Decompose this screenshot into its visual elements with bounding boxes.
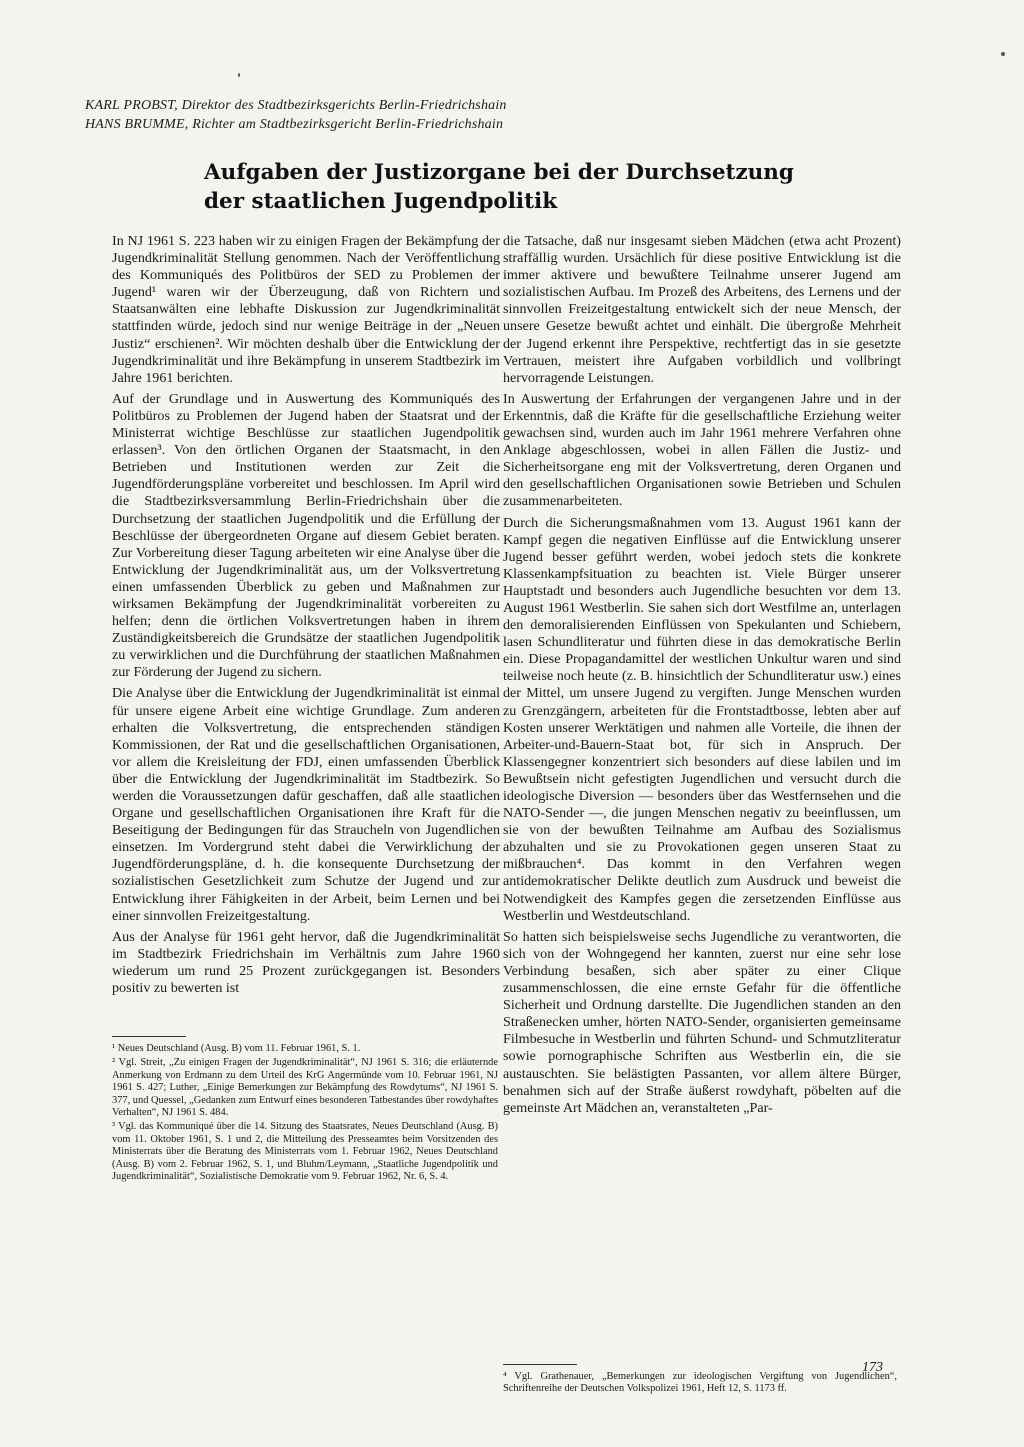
footnote-divider [503, 1364, 577, 1365]
page-number: 173 [862, 1360, 883, 1375]
paragraph: In Auswertung der Erfahrungen der vergangenen Jahre und in der Erkenntnis, daß die Kräfte für die gesellschaftliche Erziehung weiter gewachsen sind, wurden auch im Jahr 1961 mehrere Verfahren ohne Anklage abgeschlossen, wobei in allen Fällen die Justiz- und Sicherheitsorgane eng mit der Volksvertretung, deren Organen und den gesellschaftlichen Organisationen sowie Betrieben und Schulen zusammenarbeiteten. [503, 390, 901, 510]
paragraph: Auf der Grundlage und in Auswertung des Kommuniqués des Politbüros zu Problemen der Jugend haben der Staatsrat und der Ministerrat wichtige Beschlüsse zur staatlichen Jugendpolitik erlassen³. Von den örtlichen Organen der Staatsmacht, in den Betrieben und Institutionen werden zur Zeit die Jugendförderungspläne vorbereitet und beschlossen. Im April wird die Stadtbezirksversammlung Berlin-Friedrichshain über die Durchsetzung der staatlichen Jugendpolitik und die Erfüllung der Beschlüsse der übergeordneten Organe auf diesem Gebiet beraten. Zur Vorbereitung dieser Tagung arbeiteten wir eine Analyse über die Entwicklung der Jugendkriminalität aus, um der Volksvertretung einen umfassenden Überblick zu geben und Maßnahmen zur wirksamen Bekämpfung der Jugendkriminalität vorbereiten zu helfen; denn die örtlichen Volksvertretungen haben in ihrem Zuständigkeitsbereich die Grundsätze der staatlichen Jugendpolitik zu verwirklichen und die Durchführung der staatlichen Maßnahmen zur Förderung der Jugend zu sichern. [112, 390, 500, 681]
footnotes-left [112, 1043, 498, 1185]
footnote: ⁴ Vgl. Grathenauer, „Bemerkungen zur ideologischen Vergiftung von Jugendlichen“, Schriftenreihe der Deutschen Volkspolizei 1961, Heft 12, S. 1173 ff. [503, 1371, 897, 1395]
paragraph: Aus der Analyse für 1961 geht hervor, daß die Jugendkriminalität im Stadtbezirk Friedrichshain im Verhältnis zum Jahre 1960 wiederum um rund 25 Prozent zurückgegangen ist. Besonders positiv zu bewerten ist [112, 928, 500, 997]
scan-speck [1001, 52, 1005, 56]
right-column [503, 233, 901, 1121]
footnote-divider [112, 1036, 186, 1037]
footnote: ² Vgl. Streit, „Zu einigen Fragen der Jugendkriminalität“, NJ 1961 S. 316; die erläuternde Anmerkung von Erdmann zu dem Urteil des KrG Angermünde vom 10. Februar 1961, NJ 1961 S. 427; Luther, „Einige Bemerkungen zur Bekämpfung des Rowdytums“, NJ 1961 S. 377, und Quessel, „Gedanken zum Entwurf eines besonderen Tatbestandes über rowdyhaftes Verhalten“, NJ 1961 S. 484. [112, 1057, 498, 1119]
footnotes-right [503, 1371, 897, 1398]
title-line: der staatlichen Jugendpolitik [204, 189, 558, 214]
paragraph: die Tatsache, daß nur insgesamt sieben Mädchen (etwa acht Prozent) straffällig wurden. Ursächlich für diese positive Entwicklung ist die immer aktivere und bewußtere Teilnahme unserer Jugend am sozialistischen Aufbau. Im Prozeß des Arbeitens, des Lernens und der sinnvollen Freizeitgestaltung entwickelt sich der neue Mensch, der unsere Gesetze bewußt achtet und einhält. Die übergroße Mehrheit der Jugend erkennt ihre Perspektive, rechtfertigt das in sie gesetzte Vertrauen, meistert ihre Aufgaben vorbildlich und vollbringt hervorragende Leistungen. [503, 233, 901, 386]
paragraph: Die Analyse über die Entwicklung der Jugendkriminalität ist einmal für unsere eigene Arbeit eine wichtige Grundlage. Zum anderen erhalten die Volksvertretung, die entsprechenden ständigen Kommissionen, der Rat und die gesellschaftlichen Organisationen, vor allem die Kreisleitung der FDJ, einen umfassenden Überblick über die Entwicklung der Jugendkriminalität im Stadtbezirk. So werden die Voraussetzungen dafür geschaffen, daß alle staatlichen Organe und gesellschaftlichen Organisationen ihre Kraft für die Beseitigung der Bedingungen für das Straucheln von Jugendlichen einsetzen. Im Vordergrund steht dabei die Verwirklichung der Jugendförderungspläne, d. h. die konsequente Durchsetzung der sozialistischen Gesetzlichkeit zum Schutze der Jugend und zur Entwicklung ihrer Fähigkeiten in der Arbeit, beim Lernen und bei einer sinnvollen Freizeitgestaltung. [112, 685, 500, 924]
author-lines [85, 96, 705, 134]
author-line: KARL PROBST, Direktor des Stadtbezirksgerichts Berlin-Friedrichshain [85, 98, 507, 113]
title-line: Aufgaben der Justizorgane bei der Durchsetzung [204, 160, 794, 185]
footnote: ³ Vgl. das Kommuniqué über die 14. Sitzung des Staatsrates, Neues Deutschland (Ausg. B) vom 11. Oktober 1961, S. 1 und 2, die Mitteilung des Presseamtes beim Vorsitzenden des Ministerrats über die Beratung des Ministerrats vom 1. Februar 1962, Neues Deutschland (Ausg. B) vom 2. Februar 1962, S. 1, und Bluhm/Leymann, „Staatliche Jugendpolitik und Jugendkriminalität“, Sozialistische Demokratie vom 9. Februar 1962, Nr. 6, S. 4. [112, 1121, 498, 1183]
scan-speck [238, 73, 240, 77]
paragraph: So hatten sich beispielsweise sechs Jugendliche zu verantworten, die sich von der Wohngegend her kannten, zuerst nur eine sehr lose Verbindung besaßen, sich aber später zu einer Clique zusammenschlossen, die eine ernste Gefahr für die öffentliche Sicherheit und Ordnung darstellte. Die Jugendlichen standen an den Straßenecken umher, hörten NATO-Sender, organisierten gemeinsame Filmbesuche in Westberlin und führten Schund- und Schmutzliteratur sowie pornographische Schriften aus Westberlin ein, die sie austauschten. Sie belästigten Passanten, vor allem ältere Bürger, benahmen sich auf der Straße äußerst rowdyhaft, pöbelten auf die gemeinste Art Mädchen an, veranstalteten „Par- [503, 928, 901, 1116]
paragraph: In NJ 1961 S. 223 haben wir zu einigen Fragen der Bekämpfung der Jugendkriminalität Stellung genommen. Nach der Veröffentlichung des Kommuniqués des Politbüros der SED zu Problemen der Jugend¹ waren wir der Überzeugung, daß von Richtern und Staatsanwälten eine lebhafte Diskussion zur Jugendkriminalität stattfinden würde, jedoch sind nur wenige Beiträge in der „Neuen Justiz“ erschienen². Wir möchten deshalb über die Entwicklung der Jugendkriminalität und ihre Bekämpfung in unserem Stadtbezirk im Jahre 1961 berichten. [112, 233, 500, 386]
article-title [204, 158, 844, 216]
paragraph: Durch die Sicherungsmaßnahmen vom 13. August 1961 kann der Kampf gegen die negativen Einflüsse auf die Entwicklung unserer Jugend besser geführt werden, wobei jedoch stets die konkrete Klassenkampfsituation zu beachten ist. Viele Bürger unserer Hauptstadt und besonders auch Jugendliche besuchten vor dem 13. August 1961 Westberlin. Sie sahen sich dort Westfilme an, unterlagen den demoralisierenden Einflüssen von Spekulanten und Schiebern, lasen Schundliteratur und führten diese in das demokratische Berlin ein. Diese Propagandamittel der westlichen Unkultur waren und sind teilweise noch heute (z. B. hinsichtlich der Schundliteratur usw.) eines der Mittel, um unsere Jugend zu vergiften. Junge Menschen wurden zu Grenzgängern, arbeiteten für die Frontstadtbosse, lebten aber auf Kosten unserer Werktätigen und nahmen alle Vorteile, die ihnen der Arbeiter-und-Bauern-Staat bot, für sich in Anspruch. Der Klassengegner konzentriert sich besonders auf diese labilen und im Bewußtsein nicht gefestigten Jugendlichen und versucht durch die ideologische Diversion — besonders über das Westfernsehen und die NATO-Sender —, die jungen Menschen negativ zu beeinflussen, um sie von der bewußten Teilnahme am Aufbau des Sozialismus abzuhalten und sie zu Provokationen gegen unseren Staat zu mißbrauchen⁴. Das kommt in den Verfahren wegen antidemokratischer Delikte deutlich zum Ausdruck und beweist die Notwendigkeit des Kampfes gegen die zersetzenden Einflüsse aus Westberlin und Westdeutschland. [503, 514, 901, 924]
left-column [112, 233, 500, 1001]
author-line: HANS BRUMME, Richter am Stadtbezirksgericht Berlin-Friedrichshain [85, 117, 504, 132]
footnote: ¹ Neues Deutschland (Ausg. B) vom 11. Februar 1961, S. 1. [112, 1043, 361, 1054]
